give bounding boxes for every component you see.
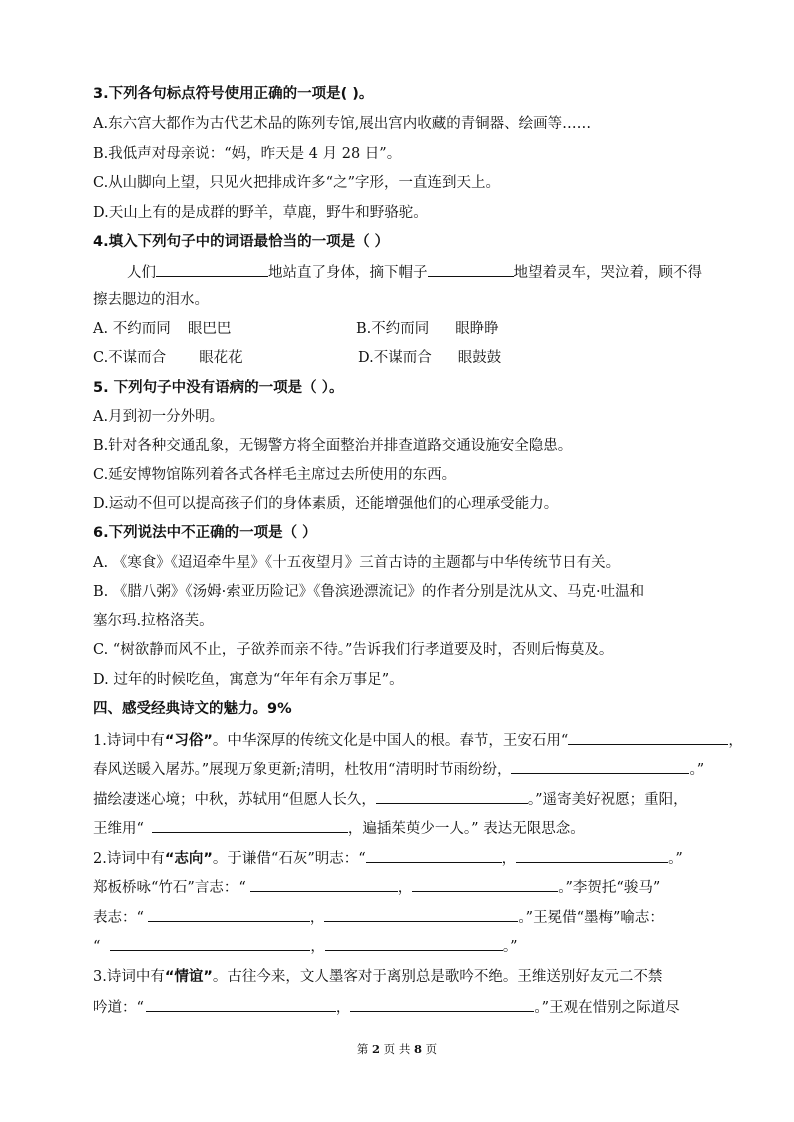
q4-option-b-word2: 眼睁睁 xyxy=(455,321,499,337)
sec4-p1-text: 。”遥寄美好祝愿；重阳， xyxy=(527,792,688,808)
poem-blank[interactable] xyxy=(152,817,348,833)
sec4-p2-line3 xyxy=(93,906,664,928)
page-footer xyxy=(0,1041,794,1057)
sec4-p2-text: 。”王冕借“墨梅”喻志： xyxy=(518,910,664,926)
footer-text: 第 xyxy=(356,1042,369,1056)
sec4-p1-text: 。中华深厚的传统文化是中国人的根。春节，王安石用“ xyxy=(212,733,569,749)
sec4-p3-text: 吟道：“ xyxy=(93,1000,144,1016)
sec4-p1-line2 xyxy=(93,758,704,780)
sec4-p2-text: 。”李贺托“骏马” xyxy=(558,880,661,896)
sec4-p1-line3 xyxy=(93,788,688,810)
sec4-p1-text: 。” xyxy=(689,762,705,778)
q3-option-d: D.天山上有的是成群的野羊，草鹿，野牛和野骆驼。 xyxy=(93,205,428,221)
poem-blank[interactable] xyxy=(376,788,528,804)
q4-option-c xyxy=(93,348,243,368)
poem-blank[interactable] xyxy=(366,847,502,863)
sec4-p1-text: 描绘凄迷心境；中秋，苏轼用“但愿人长久， xyxy=(93,792,376,808)
q6-option-a: A. 《寒食》《迢迢牵牛星》《十五夜望月》三首古诗的主题都与中华传统节日有关。 xyxy=(93,555,621,571)
poem-blank[interactable] xyxy=(148,906,310,922)
q4-option-d xyxy=(358,348,501,368)
sec4-p3-text: 3.诗词中有 xyxy=(93,969,165,985)
sec4-p2-text: 。” xyxy=(668,851,683,867)
q4-sentence-part3: 地望着灵车，哭泣着，顾不得 xyxy=(513,265,702,281)
sec4-p2-line2 xyxy=(93,876,660,898)
poem-blank[interactable] xyxy=(324,906,518,922)
q4-sentence-part2: 地站直了身体，摘下帽子 xyxy=(268,265,428,281)
q6-option-d: D. 过年的时候吃鱼，寓意为“年年有余万事足”。 xyxy=(93,672,404,688)
footer-text: 页 xyxy=(425,1042,438,1056)
sec4-p2-text: ， xyxy=(309,910,325,926)
q4-option-b-word1: B.不约而同 xyxy=(356,321,430,337)
q5-option-b: B.针对各种交通乱象，无锡警方将全面整治并排查道路交通设施安全隐患。 xyxy=(93,438,573,454)
q5-option-d: D.运动不但可以提高孩子们的身体素质，还能增强他们的心理承受能力。 xyxy=(93,496,559,512)
q4-options-ab xyxy=(93,319,231,339)
sec4-p3-keyword: “情谊” xyxy=(164,969,213,985)
q4-blank-1[interactable] xyxy=(156,261,268,277)
sec4-p2-text: 。” xyxy=(502,939,518,955)
page-number: 2 xyxy=(372,1042,381,1056)
sec4-p3-line1 xyxy=(93,967,662,987)
q3-option-b: B.我低声对母亲说：“妈，昨天是 4 月 28 日”。 xyxy=(93,146,402,162)
poem-blank[interactable] xyxy=(325,935,503,951)
sec4-p1-keyword: “习俗” xyxy=(164,733,213,749)
q4-option-a-word2: 眼巴巴 xyxy=(187,321,232,337)
poem-blank[interactable] xyxy=(568,729,728,745)
sec4-p2-keyword: “志向” xyxy=(164,851,213,867)
q6-option-b-line1: B. 《腊八粥》《汤姆·索亚历险记》《鲁滨逊漂流记》的作者分别是沈从文、马克·吐温和 xyxy=(93,584,645,600)
sec4-p1-text: ， xyxy=(728,733,743,749)
q4-option-b xyxy=(356,319,499,339)
poem-blank[interactable] xyxy=(511,758,689,774)
sec4-p2-text: 2.诗词中有 xyxy=(93,851,165,867)
q4-option-d-word1: D.不谋而合 xyxy=(358,350,432,366)
sec4-p1-text: 王维用“ xyxy=(93,821,144,837)
sec4-p2-text: 。于谦借“石灰”明志：“ xyxy=(212,851,366,867)
sec4-p1-text: 春风送暖入屠苏。”展现万象更新;清明，杜牧用“清明时节雨纷纷， xyxy=(93,762,512,778)
q4-blank-2[interactable] xyxy=(428,261,514,277)
q6-title: 6.下列说法中不正确的一项是（ ） xyxy=(93,525,317,541)
q4-sentence-part1: 人们 xyxy=(127,265,156,281)
sec4-p2-text: 表志：“ xyxy=(93,910,144,926)
q3-title: 3.下列各句标点符号使用正确的一项是( )。 xyxy=(93,86,374,102)
sec4-p2-line1 xyxy=(93,847,683,869)
poem-blank[interactable] xyxy=(350,996,534,1012)
sec4-p2-text: “ xyxy=(93,939,101,955)
sec4-p3-text: ， xyxy=(335,1000,351,1016)
q4-option-c-word1: C.不谋而合 xyxy=(93,350,167,366)
sec4-p3-text: 。”王观在惜别之际道尽 xyxy=(534,1000,680,1016)
sec4-p2-text: ， xyxy=(310,939,325,955)
q3-option-c: C.从山脚向上望，只见火把排成许多“之”字形，一直连到天上。 xyxy=(93,175,501,191)
q4-sentence-line1 xyxy=(127,261,702,283)
poem-blank[interactable] xyxy=(412,876,558,892)
q5-option-c: C.延安博物馆陈列着各式各样毛主席过去所使用的东西。 xyxy=(93,467,457,483)
sec4-p3-text: 。古往今来，文人墨客对于离别总是歌吟不绝。王维送别好友元二不禁 xyxy=(212,969,663,985)
section-4-title: 四、感受经典诗文的魅力。9% xyxy=(93,701,292,717)
sec4-p1-line1 xyxy=(93,729,743,751)
sec4-p2-text: 郑板桥咏“竹石”言志：“ xyxy=(93,880,246,896)
sec4-p3-line2 xyxy=(93,996,680,1018)
poem-blank[interactable] xyxy=(516,847,668,863)
q6-option-b-line2: 塞尔玛.拉格洛芙。 xyxy=(93,613,214,629)
q4-title: 4.填入下列句子中的词语最恰当的一项是（ ） xyxy=(93,234,390,250)
q3-option-a: A.东六宫大都作为古代艺术品的陈列专馆,展出宫内收藏的青铜器、绘画等…… xyxy=(93,116,592,132)
sec4-p1-text: 1.诗词中有 xyxy=(93,733,165,749)
sec4-p1-text: ，遍插茱萸少一人。” 表达无限思念。 xyxy=(347,821,585,837)
sec4-p1-line4 xyxy=(93,817,585,839)
sec4-p2-text: ， xyxy=(397,880,413,896)
poem-blank[interactable] xyxy=(250,876,398,892)
sec4-p2-line4 xyxy=(93,935,518,957)
footer-text: 页 共 xyxy=(383,1042,411,1056)
q5-title: 5. 下列句子中没有语病的一项是（ ）。 xyxy=(93,380,344,396)
poem-blank[interactable] xyxy=(110,935,310,951)
q6-option-c: C. “树欲静而风不止，子欲养而亲不待。”告诉我们行孝道要及时，否则后悔莫及。 xyxy=(93,642,614,658)
q5-option-a: A.月到初一分外明。 xyxy=(93,409,225,425)
total-pages: 8 xyxy=(413,1042,422,1056)
q4-option-d-word2: 眼鼓鼓 xyxy=(457,350,502,366)
q4-option-c-word2: 眼花花 xyxy=(199,350,243,366)
q4-option-a-word1: A. 不约而同 xyxy=(93,321,171,337)
poem-blank[interactable] xyxy=(146,996,336,1012)
q4-sentence-line2: 擦去腮边的泪水。 xyxy=(93,292,209,308)
sec4-p2-text: ， xyxy=(501,851,517,867)
